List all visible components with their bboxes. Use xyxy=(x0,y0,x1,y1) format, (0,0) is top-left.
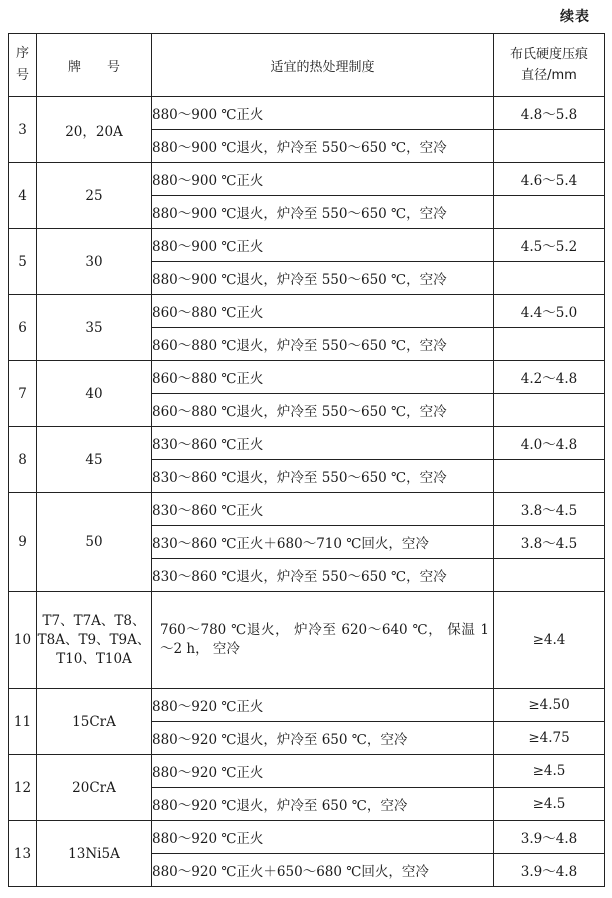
process-cell: 830～860 ℃正火＋680～710 ℃回火，空冷 xyxy=(152,526,494,559)
hardness-cell: ≥4.5 xyxy=(494,788,605,821)
process-cell: 880～900 ℃正火 xyxy=(152,229,494,262)
header-hardness-line1: 布氏硬度压痕 xyxy=(509,47,588,62)
process-cell: 860～880 ℃退火，炉冷至 550～650 ℃，空冷 xyxy=(152,328,494,361)
process-cell: 760～780 ℃退火， 炉冷至 620～640 ℃， 保温 1～2 h， 空冷 xyxy=(152,592,494,689)
table-row xyxy=(9,689,605,722)
serial-cell: 5 xyxy=(9,229,37,295)
serial-cell: 8 xyxy=(9,427,37,493)
hardness-cell xyxy=(494,130,605,163)
table-header-row xyxy=(9,34,605,97)
process-cell: 860～880 ℃正火 xyxy=(152,295,494,328)
serial-cell: 7 xyxy=(9,361,37,427)
process-cell: 880～900 ℃正火 xyxy=(152,163,494,196)
process-cell: 830～860 ℃退火，炉冷至 550～650 ℃，空冷 xyxy=(152,559,494,592)
hardness-cell xyxy=(494,196,605,229)
grade-cell: T7、T7A、T8、T8A、T9、T9A、 T10、T10A xyxy=(37,592,152,689)
table-row xyxy=(9,229,605,262)
header-hardness-line2: 直径/mm xyxy=(521,68,577,83)
table-row xyxy=(9,295,605,328)
hardness-cell: 3.9～4.8 xyxy=(494,854,605,887)
hardness-cell: ≥4.50 xyxy=(494,689,605,722)
serial-cell: 12 xyxy=(9,755,37,821)
grade-cell: 50 xyxy=(37,493,152,592)
hardness-cell: 4.4～5.0 xyxy=(494,295,605,328)
hardness-cell: ≥4.75 xyxy=(494,722,605,755)
hardness-cell: ≥4.5 xyxy=(494,755,605,788)
table-row xyxy=(9,163,605,196)
hardness-cell xyxy=(494,262,605,295)
header-grade: 牌 号 xyxy=(37,34,152,97)
serial-cell: 3 xyxy=(9,97,37,163)
serial-cell: 13 xyxy=(9,821,37,887)
process-cell: 880～900 ℃正火 xyxy=(152,97,494,130)
hardness-cell: 3.9～4.8 xyxy=(494,821,605,854)
process-cell: 860～880 ℃正火 xyxy=(152,361,494,394)
hardness-cell: 3.8～4.5 xyxy=(494,493,605,526)
header-serial-number xyxy=(9,34,37,97)
table-continued-caption: 续表 xyxy=(560,9,590,25)
hardness-cell xyxy=(494,328,605,361)
process-cell: 880～920 ℃正火 xyxy=(152,755,494,788)
process-cell: 880～920 ℃退火，炉冷至 650 ℃，空冷 xyxy=(152,788,494,821)
hardness-cell xyxy=(494,559,605,592)
process-cell: 880～920 ℃正火 xyxy=(152,821,494,854)
table-row xyxy=(9,97,605,130)
grade-cell: 13Ni5A xyxy=(37,821,152,887)
grade-cell: 45 xyxy=(37,427,152,493)
serial-cell: 9 xyxy=(9,493,37,592)
hardness-cell: 4.2～4.8 xyxy=(494,361,605,394)
table-row xyxy=(9,821,605,854)
process-cell: 880～920 ℃退火，炉冷至 650 ℃，空冷 xyxy=(152,722,494,755)
hardness-cell: 4.5～5.2 xyxy=(494,229,605,262)
hardness-cell xyxy=(494,394,605,427)
heat-treatment-table xyxy=(8,33,605,887)
process-cell: 860～880 ℃退火，炉冷至 550～650 ℃，空冷 xyxy=(152,394,494,427)
hardness-cell: 4.8～5.8 xyxy=(494,97,605,130)
process-cell: 880～920 ℃正火＋650～680 ℃回火，空冷 xyxy=(152,854,494,887)
header-serial-line2: 号 xyxy=(15,68,29,83)
grade-cell: 30 xyxy=(37,229,152,295)
serial-cell: 4 xyxy=(9,163,37,229)
header-serial-line1: 序 xyxy=(15,46,29,61)
hardness-cell: 4.6～5.4 xyxy=(494,163,605,196)
serial-cell: 6 xyxy=(9,295,37,361)
grade-cell: 20，20A xyxy=(37,97,152,163)
grade-cell: 15CrA xyxy=(37,689,152,755)
hardness-cell xyxy=(494,460,605,493)
process-cell: 880～900 ℃退火，炉冷至 550～650 ℃，空冷 xyxy=(152,130,494,163)
process-cell: 830～860 ℃正火 xyxy=(152,493,494,526)
hardness-cell: ≥4.4 xyxy=(494,592,605,689)
table-row xyxy=(9,493,605,526)
hardness-cell: 3.8～4.5 xyxy=(494,526,605,559)
process-cell: 830～860 ℃退火，炉冷至 550～650 ℃，空冷 xyxy=(152,460,494,493)
header-process: 适宜的热处理制度 xyxy=(152,34,494,97)
grade-cell: 20CrA xyxy=(37,755,152,821)
process-cell: 880～900 ℃退火，炉冷至 550～650 ℃，空冷 xyxy=(152,196,494,229)
table-row xyxy=(9,755,605,788)
grade-cell: 40 xyxy=(37,361,152,427)
process-cell: 830～860 ℃正火 xyxy=(152,427,494,460)
process-cell: 880～900 ℃退火，炉冷至 550～650 ℃，空冷 xyxy=(152,262,494,295)
grade-cell: 35 xyxy=(37,295,152,361)
table-row xyxy=(9,592,605,689)
process-cell: 880～920 ℃正火 xyxy=(152,689,494,722)
serial-cell: 10 xyxy=(9,592,37,689)
table-row xyxy=(9,361,605,394)
table-row xyxy=(9,427,605,460)
serial-cell: 11 xyxy=(9,689,37,755)
hardness-cell: 4.0～4.8 xyxy=(494,427,605,460)
header-hardness xyxy=(494,34,605,97)
grade-cell: 25 xyxy=(37,163,152,229)
